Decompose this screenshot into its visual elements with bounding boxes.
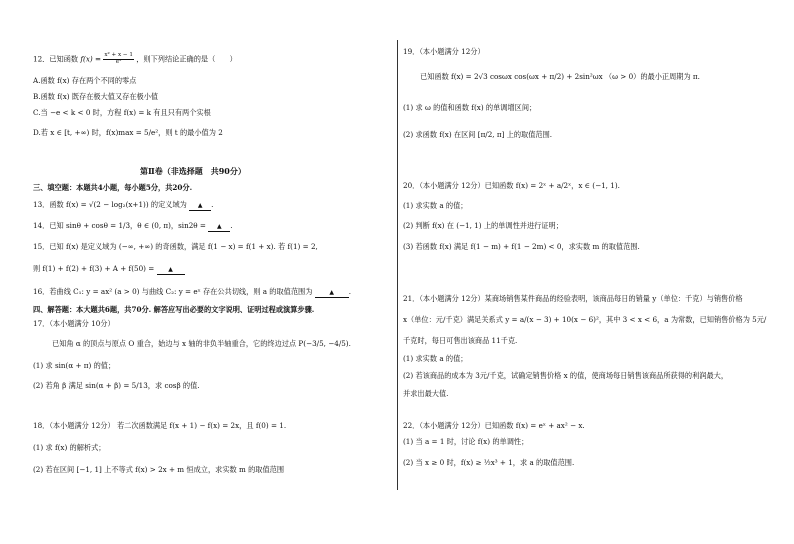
q14-text: 14．已知 sinθ + cosθ = 1/3，θ ∈ (0, π)，sin2θ = bbox=[33, 221, 206, 230]
q19-body: 已知函数 f(x) = 2√3 cosωx cos(ωx + π/2) + 2sin²ωx （ω > 0）的最小正周期为 π. bbox=[420, 72, 700, 81]
q12-frac-den: eˣ bbox=[115, 58, 122, 65]
q18-head: 18．（本小题满分 12分） 若二次函数满足 f(x + 1) − f(x) = 2x，且 f(0) = 1. bbox=[33, 421, 287, 430]
q21-part2: (2) 若该商品的成本为 3元/千克，试确定销售价格 x 的值，使商场每日销售该商品所获得的利润最大， bbox=[403, 371, 729, 380]
q16: 16．若曲线 C₁: y = ax² (a > 0) 与曲线 C₂: y = eˣ 存在公共切线，则 a 的取值范围为 ▲ . bbox=[33, 287, 352, 296]
q20-part1: (1) 求实数 a 的值； bbox=[403, 201, 468, 210]
q14-blank bbox=[208, 221, 230, 232]
q18-part2: (2) 若在区间 [−1, 1] 上不等式 f(x) > 2x + m 恒成立，求实数 m 的取值范围 bbox=[33, 465, 285, 474]
q13-blank bbox=[189, 200, 211, 211]
q12-frac-num: x² + x − 1 bbox=[104, 52, 133, 58]
column-divider bbox=[397, 40, 398, 490]
triangle-icon: ▲ bbox=[168, 266, 173, 273]
solve-heading: 四、解答题：本大题共6题，共70分. 解答应写出必要的文字说明、证明过程或演算步骤. bbox=[33, 305, 315, 314]
section2-title: 第Ⅱ卷（非选择题 共90分） bbox=[140, 166, 246, 176]
q13-text: 13．函数 f(x) = √(2 − log₂(x+1)) 的定义域为 bbox=[33, 200, 187, 209]
q12-option-a: A.函数 f(x) 存在两个不同的零点 bbox=[33, 76, 137, 85]
q18-part1: (1) 求 f(x) 的解析式； bbox=[33, 443, 106, 452]
q15-blank bbox=[157, 264, 185, 275]
q12-stem-a: 12．已知函数 bbox=[33, 54, 79, 64]
triangle-icon: ▲ bbox=[329, 289, 335, 296]
q16-text: 16．若曲线 C₁: y = ax² (a > 0) 与曲线 C₂: y = eˣ 存在公共切线，则 a 的取值范围为 bbox=[33, 287, 313, 296]
q15-line1: 15．已知 f(x) 是定义域为 (−∞, +∞) 的奇函数，满足 f(1 − x) = f(1 + x). 若 f(1) = 2, bbox=[33, 242, 318, 251]
q19-part2: (2) 求函数 f(x) 在区间 [π/2, π] 上的取值范围. bbox=[403, 130, 553, 139]
q16-blank bbox=[315, 287, 349, 298]
q19-head: 19．（本小题满分 12分） bbox=[403, 47, 485, 56]
q22-part1: (1) 当 a = 1 时，讨论 f(x) 的单调性； bbox=[403, 437, 529, 446]
q22-part2: (2) 当 x ≥ 0 时，f(x) ≥ ½x³ + 1，求 a 的取值范围. bbox=[403, 458, 575, 467]
triangle-icon: ▲ bbox=[216, 223, 222, 230]
q12-fraction bbox=[103, 53, 134, 66]
fill-blank-heading: 三、填空题：本题共4小题，每小题5分，共20分. bbox=[33, 183, 193, 192]
q21-part3: 并求出最大值. bbox=[403, 389, 449, 398]
q22-head: 22．（本小题满分 12分）已知函数 f(x) = eˣ + ax² − x. bbox=[403, 421, 585, 430]
q20-head: 20．（本小题满分 12分）已知函数 f(x) = 2ˣ + a/2ˣ，x ∈ (−1, 1). bbox=[403, 181, 620, 190]
q21-line3: 千克时，每日可售出该商品 11千克. bbox=[403, 336, 518, 345]
q12-stem bbox=[33, 53, 237, 66]
q21-line2: x（单位：元/千克）满足关系式 y = a/(x − 3) + 10(x − 6)²，其中 3 < x < 6，a 为常数，已知销售价格为 5元/ bbox=[403, 315, 767, 324]
q17-part2: (2) 若角 β 满足 sin(α + β) = 5/13，求 cosβ 的值. bbox=[33, 381, 200, 390]
q21-line1: 21．（本小题满分 12分）某商场销售某件商品的经验表明，该商品每日的销量 y（单位：千克）与销售价格 bbox=[403, 294, 743, 303]
q13: 13．函数 f(x) = √(2 − log₂(x+1)) 的定义域为 ▲ . bbox=[33, 200, 214, 209]
q20-part2: (2) 判断 f(x) 在 (−1, 1) 上的单调性并进行证明； bbox=[403, 221, 563, 230]
q12-option-d: D.若 x ∈ [t, +∞) 时，f(x)max = 5/e²，则 t 的最小值为 2 bbox=[33, 128, 223, 137]
q17-part1: (1) 求 sin(α + π) 的值； bbox=[33, 361, 116, 370]
q17-body: 已知角 α 的顶点与原点 O 重合，始边与 x 轴的非负半轴重合，它的终边过点 P(−3/5, −4/5). bbox=[52, 339, 351, 348]
q12-option-c: C.当 −e < k < 0 时，方程 f(x) = k 有且只有两个实根 bbox=[33, 108, 211, 117]
q12-func: f(x) = bbox=[80, 54, 102, 64]
q21-part1: (1) 求实数 a 的值； bbox=[403, 354, 468, 363]
q15-text: 则 f(1) + f(2) + f(3) + A + f(50) = bbox=[33, 264, 155, 273]
q20-part3: (3) 若函数 f(x) 满足 f(1 − m) + f(1 − 2m) < 0，求实数 m 的取值范围. bbox=[403, 242, 640, 251]
q12-stem-b: ，则下列结论正确的是（ ） bbox=[136, 54, 237, 64]
q15-line2 bbox=[33, 264, 185, 275]
q14: 14．已知 sinθ + cosθ = 1/3，θ ∈ (0, π)，sin2θ = ▲ . bbox=[33, 221, 233, 230]
q12-option-b: B.函数 f(x) 既存在极大值又存在极小值 bbox=[33, 92, 159, 101]
q19-part1: (1) 求 ω 的值和函数 f(x) 的单调增区间； bbox=[403, 103, 537, 112]
triangle-icon: ▲ bbox=[197, 202, 203, 209]
q17-head: 17．（本小题满分 10分） bbox=[33, 319, 115, 328]
